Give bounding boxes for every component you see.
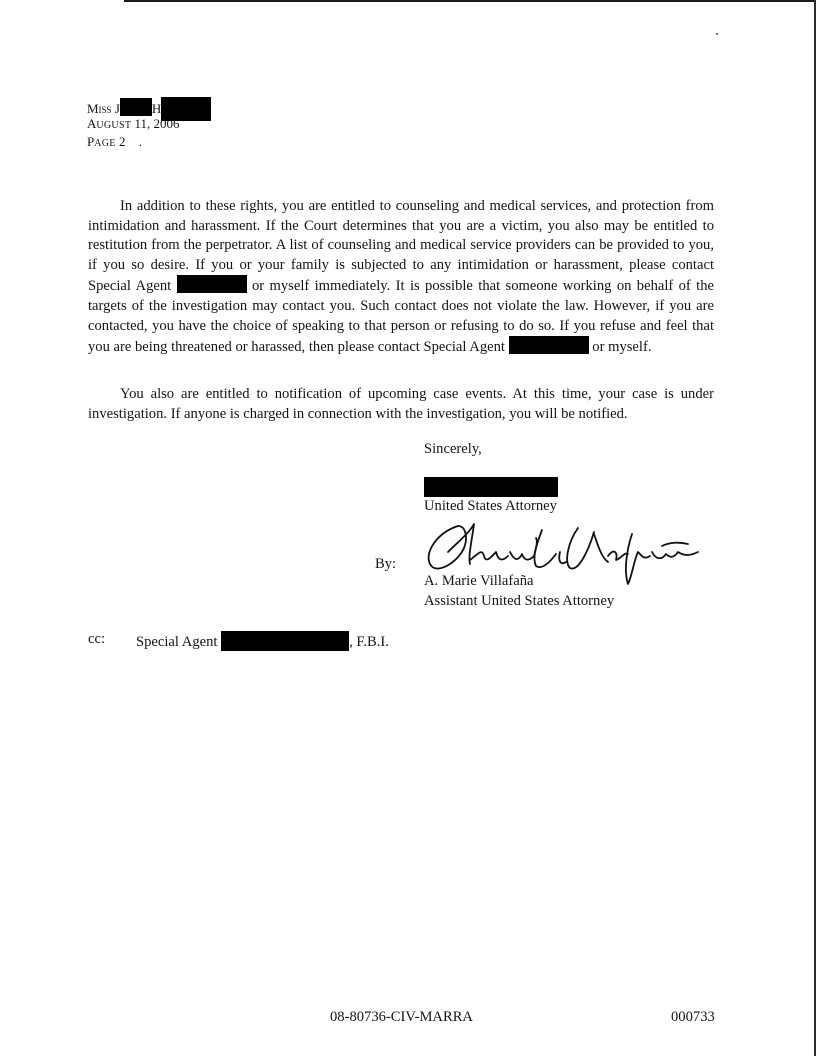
cc-label: cc: [88, 631, 106, 647]
date-numbers: 11, 2006 [134, 116, 180, 131]
redaction-agent-name [509, 336, 589, 354]
date-month: UGUST [96, 120, 132, 131]
bates-number: 000733 [671, 1009, 715, 1025]
paragraph-text: or myself. [592, 339, 652, 356]
salutation: Sincerely, [424, 441, 482, 457]
redaction-first-name [120, 98, 152, 116]
redaction-cc-agent-name [221, 631, 349, 651]
paragraph-text: In addition to these rights, you are entitled to counseling and medical services, and protection from intimidation and harassment. If the Court determines that you are a victim, you also may be entitled to restitution from the perpetrator. A list of counseling and medical service providers can be provided to you, if you so desire. If you or your family is subjected to any intimidation or harassment, please contact Special Agent [88, 198, 714, 295]
cc-recipient [136, 631, 389, 651]
cc-agency: , F.B.I. [349, 634, 389, 650]
cc-agent-prefix: Special Agent [136, 634, 218, 650]
scan-edge-top [124, 0, 816, 2]
page-number: 2 [118, 134, 126, 149]
scan-speck [716, 33, 718, 35]
us-attorney-title: United States Attorney [424, 498, 557, 514]
signer-name: A. Marie Villafaña [424, 573, 534, 589]
date-first-letter: A [87, 116, 97, 131]
date-line [87, 115, 180, 134]
signer-title: Assistant United States Attorney [424, 593, 615, 609]
recipient-first-initial: J [114, 101, 120, 116]
page-first-letter: P [87, 134, 95, 149]
redaction-agent-name [177, 275, 247, 293]
page-line [87, 133, 142, 152]
case-number: 08-80736-CIV-MARRA [330, 1009, 473, 1025]
redaction-us-attorney-name [424, 477, 558, 497]
stray-dot: . [138, 134, 142, 149]
body-paragraph-notification [88, 385, 714, 424]
paragraph-text: You also are entitled to notification of upcoming case events. At this time, your case is under investigation. If anyone is charged in connection with the investigation, you will be notified. [88, 386, 714, 422]
page-word: AGE [94, 138, 116, 149]
body-paragraph-rights [88, 197, 714, 358]
by-label: By: [375, 556, 397, 572]
paragraph-text: or myself immediately. It is possible that someone working on behalf of the targets of the investigation may contact you. Such contact does not violate the law. However, if you are contacted, you have the choice of speaking to that person or refusing to do so. If you refuse and feel that you are being threatened or harassed, then please contact Special Agent [88, 278, 715, 356]
recipient-prefix: Miss [87, 101, 112, 116]
recipient-last-initial: H [151, 101, 162, 116]
